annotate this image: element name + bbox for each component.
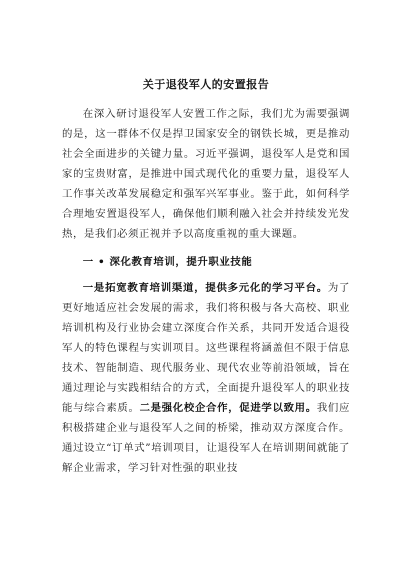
document-title: 关于退役军人的安置报告 bbox=[142, 78, 270, 91]
section-heading: 一 • 深化教育培训，提升职业技能 bbox=[82, 256, 253, 268]
bold-lead-2: 二是强化校企合作，促进学以致用。 bbox=[139, 402, 317, 414]
bold-lead: 一是拓宽教育培训渠道，提供多元化的学习平台。 bbox=[82, 282, 328, 294]
intro-paragraph: 在深入研讨退役军人安置工作之际，我们尤为需要强调的是，这一群体不仅是捍卫国家安全的钢铁长城，更是推动社会全面进步的关键力量。习近平强调，退役军人是党和国家的宝贵财富，是推进中国式现代化的重要力量，退役军人工作事关改革发展稳定和强军兴军事业。鉴于此，如何科学合理地安置退役军人，确保他们顺利融入社会并持续发光发热，是我们必须正视并予以高度重视的重大课题。 bbox=[62, 108, 350, 240]
paragraph-text: 为了更好地适应社会发展的需求，我们将积极与各大高校、职业培训机构及行业协会建立深度合作关系，共同开发适合退役军人的特色课程与实训项目。这些课程将涵盖但不限于信息技术、智能制造、现代服务业、现代农业等前沿领域，旨在通过理论与实践相结合的方式，全面提升退役军人的职业技能与综合素质。 bbox=[62, 282, 351, 414]
paragraph-text-2: 我们应积极搭建企业与退役军人之间的桥梁，推动双方深度合作。通过设立“订单式”培训项目，让退役军人在培训期间就能了解企业需求，学习针对性强的职业技 bbox=[62, 402, 350, 474]
body-paragraph bbox=[62, 278, 350, 478]
